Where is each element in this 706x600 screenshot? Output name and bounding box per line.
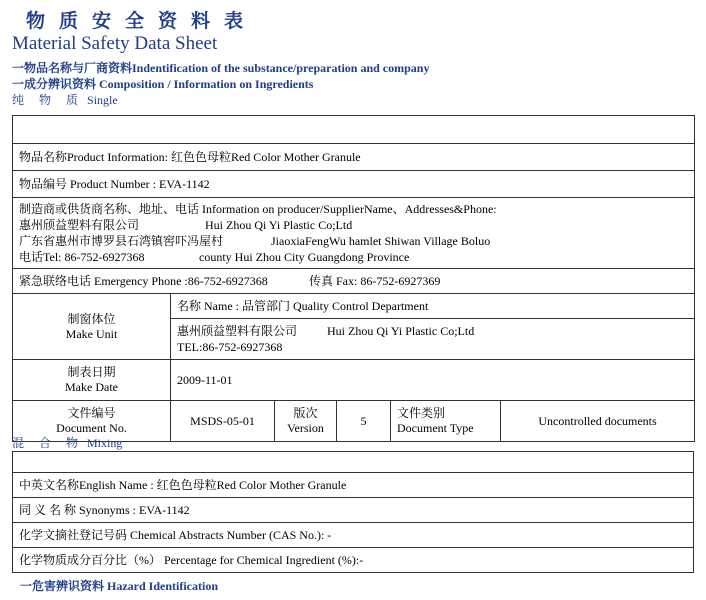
blank-row	[13, 116, 695, 144]
producer-tel: 电话Tel: 86-752-6927368	[19, 250, 145, 264]
unit-tel: TEL:86-752-6927368	[177, 340, 283, 354]
emergency-cell	[13, 269, 695, 294]
producer-county: county Hui Zhou City Guangdong Province	[199, 250, 410, 264]
producer-cell	[13, 198, 695, 269]
english-name-cell: 中英文名称English Name : 红色色母粒Red Color Mother Granule	[13, 473, 694, 498]
make-date-label	[13, 360, 171, 401]
document-no-en: Document No.	[56, 421, 127, 435]
producer-address-en: JiaoxiaFengWu hamlet Shiwan Village Boluo	[271, 234, 491, 248]
make-date-en: Make Date	[65, 380, 118, 394]
unit-company-cn: 惠州颀益塑料有限公司	[177, 324, 298, 338]
producer-company-cn: 惠州颀益塑料有限公司	[19, 218, 140, 232]
section-composition-heading: 一成分辨识资料 Composition / Information on Ingredients	[12, 77, 314, 91]
section-identification-heading: 一物品名称与厂商资料Indentification of the substance/preparation and company	[12, 61, 430, 75]
mixing-table	[12, 451, 694, 573]
pure-substance-cn: 纯 物 质	[12, 93, 85, 107]
document-no-value: MSDS-05-01	[171, 401, 275, 442]
pure-substance-label	[12, 91, 118, 108]
synonyms-cell: 同 义 名 称 Synonyms : EVA-1142	[13, 498, 694, 523]
section-hazard-heading: 一危害辨识资料 Hazard Identification	[20, 579, 218, 593]
cas-number-cell: 化学文摘社登记号码 Chemical Abstracts Number (CAS No.): -	[13, 523, 694, 548]
make-unit-label	[13, 294, 171, 360]
make-date-value: 2009-11-01	[171, 360, 695, 401]
version-label	[275, 401, 337, 442]
producer-address-cn: 广东省惠州市博罗县石湾镇窖吓冯屋村	[19, 234, 224, 248]
producer-company-en: Hui Zhou Qi Yi Plastic Co;Ltd	[205, 218, 353, 232]
product-info-cell: 物品名称Product Information: 红色色母粒Red Color Mother Granule	[13, 144, 695, 171]
mixing-cn: 混 合 物	[12, 436, 85, 450]
unit-company-en: Hui Zhou Qi Yi Plastic Co;Ltd	[327, 324, 475, 338]
make-date-cn: 制表日期	[67, 365, 116, 379]
product-number-cell: 物品编号 Product Number : EVA-1142	[13, 171, 695, 198]
make-unit-en: Make Unit	[65, 326, 118, 341]
document-type-label	[391, 401, 501, 442]
unit-company-cell	[171, 319, 695, 360]
pure-substance-en: Single	[87, 93, 118, 107]
mixing-label	[12, 434, 122, 451]
percentage-cell: 化学物质成分百分比（%） Percentage for Chemical Ingredient (%):-	[13, 548, 694, 573]
document-type-value: Uncontrolled documents	[501, 401, 695, 442]
product-info-table	[12, 115, 695, 442]
fax-number: 传真 Fax: 86-752-6927369	[309, 273, 441, 288]
document-type-en: Document Type	[397, 421, 474, 435]
department-cell: 名称 Name : 品管部门 Quality Control Department	[171, 294, 695, 319]
blank-row	[13, 452, 694, 473]
version-value: 5	[337, 401, 391, 442]
page-title-cn: 物质安全资料表	[26, 11, 258, 32]
mixing-en: Mixing	[87, 436, 123, 450]
producer-label: 制造商或供货商名称、地址、电话 Information on producer/SupplierName、Addresses&Phone:	[19, 202, 497, 216]
document-type-cn: 文件类别	[397, 406, 446, 420]
version-en: Version	[287, 421, 324, 435]
page-title-en: Material Safety Data Sheet	[12, 33, 218, 54]
document-no-cn: 文件编号	[67, 406, 116, 420]
emergency-phone: 紧急联络电话 Emergency Phone :86-752-6927368	[19, 273, 268, 288]
make-unit-cn: 制窗体位	[67, 311, 116, 326]
version-cn: 版次	[293, 406, 318, 420]
